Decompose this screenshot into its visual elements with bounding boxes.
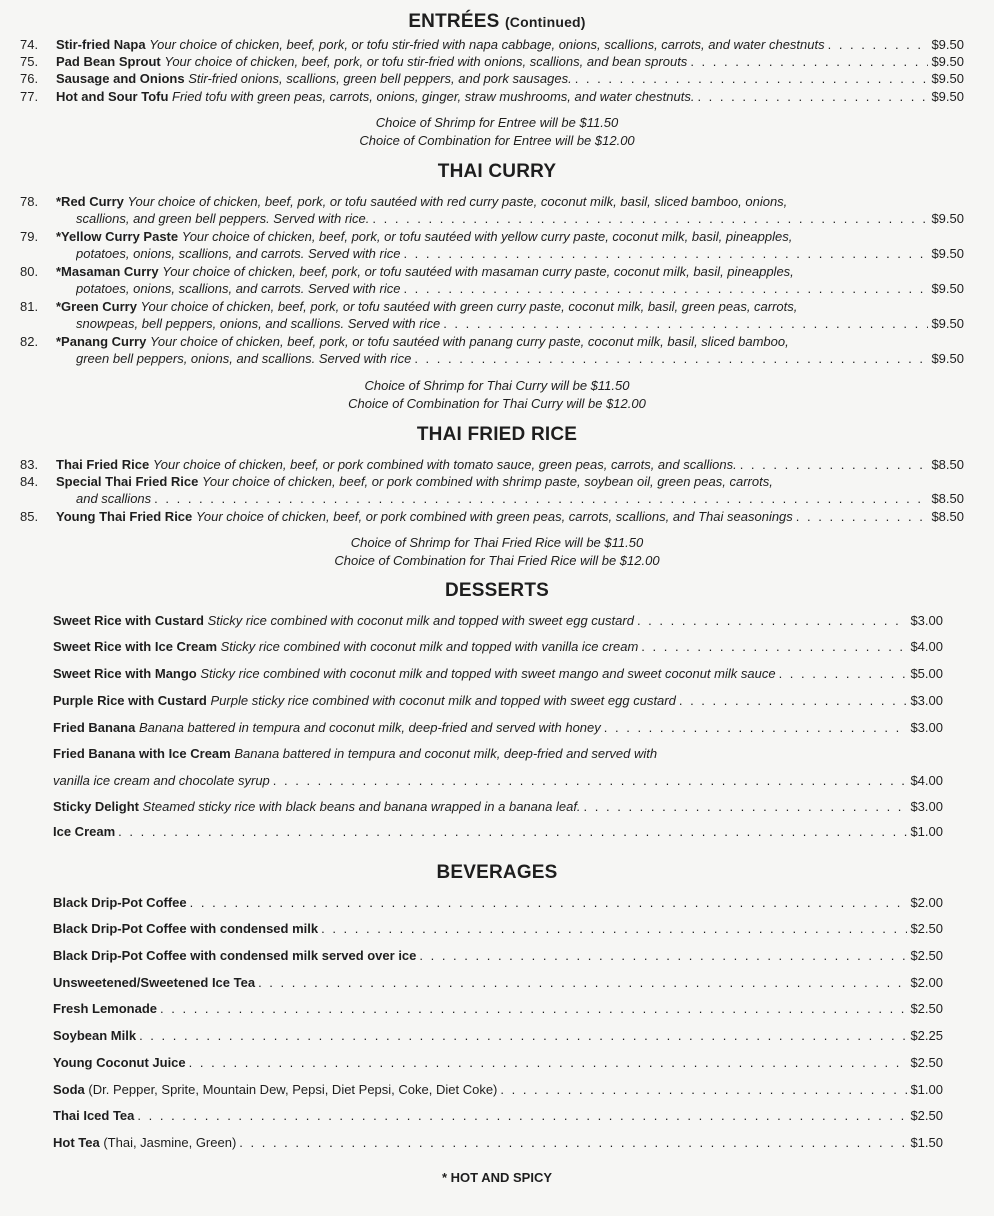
item-desc: Your choice of chicken, beef, pork, or tofu sautéed with green curry paste, coconut milk, basil, green peas, carrots, <box>140 299 798 314</box>
dessert-item <box>53 745 943 762</box>
item-desc: Fried tofu with green peas, carrots, onions, ginger, straw mushrooms, and water chestnuts. <box>172 89 695 104</box>
leader-dots <box>637 612 908 629</box>
leader-dots <box>118 823 907 840</box>
entrees-heading <box>0 11 994 33</box>
item-price: $4.00 <box>910 639 943 654</box>
item-price: $2.25 <box>910 1028 943 1043</box>
leader-dots <box>604 719 908 736</box>
fried-rice-heading: THAI FRIED RICE <box>416 424 578 445</box>
menu-item-78 <box>0 193 994 227</box>
beverage-item <box>53 1134 943 1151</box>
item-price: $1.00 <box>910 1082 943 1097</box>
item-price: $9.50 <box>931 89 964 104</box>
item-number: 78. <box>20 194 39 209</box>
item-desc-cont: and scallions <box>76 491 152 506</box>
item-price: $9.50 <box>931 37 964 52</box>
leader-dots <box>273 772 908 789</box>
item-desc: Sticky rice combined with coconut milk and topped with vanilla ice cream <box>220 639 639 654</box>
menu-item-74 <box>0 36 994 53</box>
menu-item-80 <box>0 263 994 297</box>
item-price: $1.00 <box>910 824 943 839</box>
item-desc: Your choice of chicken, beef, or pork combined with green peas, carrots, scallions, and Thai seasonings <box>195 509 793 524</box>
dessert-item <box>53 798 943 815</box>
dessert-item <box>53 823 943 840</box>
item-desc: Your choice of chicken, beef, pork, or tofu sautéed with masaman curry paste, coconut milk, basil, pineapples, <box>162 264 794 279</box>
item-number: 74. <box>20 37 39 52</box>
beverage-item <box>53 1054 943 1071</box>
item-price: $5.00 <box>910 666 943 681</box>
item-price: $1.50 <box>910 1135 943 1150</box>
menu-item-77 <box>0 88 994 105</box>
item-name: *Green Curry <box>56 299 137 314</box>
item-name: Stir-fried Napa <box>56 37 146 52</box>
item-name: Sweet Rice with Ice Cream <box>53 639 218 654</box>
fried-rice-note-combination: Choice of Combination for Thai Fried Rice will be $12.00 <box>334 553 660 568</box>
item-price: $3.00 <box>910 720 943 735</box>
item-price: $2.50 <box>910 1108 943 1123</box>
item-name: Special Thai Fried Rice <box>56 474 199 489</box>
item-number: 85. <box>20 509 39 524</box>
item-desc: Steamed sticky rice with black beans and banana wrapped in a banana leaf. <box>142 799 581 814</box>
item-desc: Your choice of chicken, beef, pork, or tofu stir-fried with napa cabbage, onions, scallions, carrots, and water chestnuts <box>149 37 825 52</box>
leader-dots <box>403 280 928 297</box>
item-price: $2.50 <box>910 921 943 936</box>
dessert-item <box>53 612 943 629</box>
leader-dots <box>500 1081 907 1098</box>
leader-dots <box>190 894 908 911</box>
item-name: Black Drip-Pot Coffee with condensed milk <box>53 921 319 936</box>
desserts-heading: DESSERTS <box>444 580 549 601</box>
leader-dots <box>239 1134 907 1151</box>
item-price: $2.50 <box>910 948 943 963</box>
beverage-item <box>53 1027 943 1044</box>
item-name: *Masaman Curry <box>56 264 159 279</box>
item-name: Purple Rice with Custard <box>53 693 207 708</box>
curry-heading: THAI CURRY <box>437 161 557 182</box>
item-name: Fresh Lemonade <box>53 1001 158 1016</box>
item-name: Pad Bean Sprout <box>56 54 161 69</box>
leader-dots <box>679 692 908 709</box>
menu-item-76 <box>0 70 994 87</box>
item-name: Young Thai Fried Rice <box>56 509 193 524</box>
item-number: 84. <box>20 474 39 489</box>
item-name: Thai Fried Rice <box>56 457 150 472</box>
item-price: $9.50 <box>931 351 964 366</box>
entrees-subtitle: (Continued) <box>504 14 586 30</box>
item-desc: Stir-fried onions, scallions, green bell peppers, and pork sausages. <box>188 71 572 86</box>
leader-dots <box>697 88 928 105</box>
item-desc: Sticky rice combined with coconut milk and topped with sweet mango and sweet coconut milk sauce <box>200 666 776 681</box>
menu-item-84 <box>0 473 994 507</box>
item-price: $9.50 <box>931 71 964 86</box>
item-name: Hot Tea <box>53 1135 100 1150</box>
leader-dots <box>828 36 929 53</box>
fried-rice-note-shrimp: Choice of Shrimp for Thai Fried Rice will be $11.50 <box>350 535 644 550</box>
leader-dots <box>690 53 928 70</box>
item-name: Sticky Delight <box>53 799 139 814</box>
leader-dots <box>372 210 928 227</box>
curry-note-combination: Choice of Combination for Thai Curry will be $12.00 <box>348 396 646 411</box>
leader-dots <box>139 1027 907 1044</box>
leader-dots <box>403 245 928 262</box>
item-desc: Your choice of chicken, beef, pork, or tofu sautéed with yellow curry paste, coconut milk, basil, pineapples, <box>181 229 793 244</box>
leader-dots <box>575 70 929 87</box>
dessert-item <box>53 719 943 736</box>
item-price: $3.00 <box>910 693 943 708</box>
item-name: Soybean Milk <box>53 1028 137 1043</box>
item-number: 77. <box>20 89 39 104</box>
item-price: $9.50 <box>931 211 964 226</box>
item-price: $3.00 <box>910 613 943 628</box>
menu-item-79 <box>0 228 994 262</box>
item-price: $8.50 <box>931 491 964 506</box>
item-desc: Your choice of chicken, beef, pork, or tofu sautéed with panang curry paste, coconut milk, basil, sliced bamboo, <box>149 334 789 349</box>
item-price: $4.00 <box>910 773 943 788</box>
item-price: $2.00 <box>910 895 943 910</box>
item-number: 75. <box>20 54 39 69</box>
dessert-item-continued <box>53 772 943 789</box>
beverages-heading: BEVERAGES <box>436 862 558 883</box>
item-desc: Banana battered in tempura and coconut milk, deep-fried and served with honey <box>138 720 601 735</box>
item-price: $3.00 <box>910 799 943 814</box>
beverage-item <box>53 947 943 964</box>
item-desc-cont: vanilla ice cream and chocolate syrup <box>53 773 270 788</box>
item-desc-cont: scallions, and green bell peppers. Served with rice. <box>76 211 370 226</box>
item-desc-cont: potatoes, onions, scallions, and carrots. Served with rice <box>76 281 401 296</box>
item-number: 81. <box>20 299 39 314</box>
item-name: Black Drip-Pot Coffee with condensed milk served over ice <box>53 948 417 963</box>
beverage-item <box>53 894 943 911</box>
item-name: *Red Curry <box>56 194 124 209</box>
dessert-item <box>53 665 943 682</box>
item-name: Fried Banana with Ice Cream <box>53 746 231 761</box>
menu-item-82 <box>0 333 994 367</box>
leader-dots <box>740 456 929 473</box>
item-price: $2.50 <box>910 1001 943 1016</box>
item-number: 76. <box>20 71 39 86</box>
item-name: Black Drip-Pot Coffee <box>53 895 187 910</box>
item-desc-cont: potatoes, onions, scallions, and carrots. Served with rice <box>76 246 401 261</box>
item-desc-cont: green bell peppers, onions, and scallions. Served with rice <box>76 351 412 366</box>
leader-dots <box>160 1000 907 1017</box>
item-name: Hot and Sour Tofu <box>56 89 169 104</box>
beverage-item <box>53 920 943 937</box>
leader-dots <box>419 947 907 964</box>
item-price: $9.50 <box>931 281 964 296</box>
item-desc-cont: snowpeas, bell peppers, onions, and scallions. Served with rice <box>76 316 441 331</box>
item-name: Sweet Rice with Mango <box>53 666 197 681</box>
curry-note-shrimp: Choice of Shrimp for Thai Curry will be $11.50 <box>364 378 630 393</box>
item-desc: Your choice of chicken, beef, or pork combined with tomato sauce, green peas, carrots, and scallions. <box>152 457 737 472</box>
item-price: $9.50 <box>931 54 964 69</box>
item-name: Fried Banana <box>53 720 136 735</box>
item-price: $8.50 <box>931 457 964 472</box>
leader-dots <box>641 638 907 655</box>
item-price: $2.00 <box>910 975 943 990</box>
item-extra: (Thai, Jasmine, Green) <box>103 1135 237 1150</box>
item-name: Thai Iced Tea <box>53 1108 135 1123</box>
item-number: 82. <box>20 334 39 349</box>
item-name: *Yellow Curry Paste <box>56 229 179 244</box>
item-desc: Banana battered in tempura and coconut milk, deep-fried and served with <box>234 746 658 761</box>
item-name: Sausage and Onions <box>56 71 185 86</box>
beverage-item <box>53 1000 943 1017</box>
item-desc: Your choice of chicken, beef, or pork combined with shrimp paste, soybean oil, green peas, carrots, <box>201 474 773 489</box>
item-number: 79. <box>20 229 39 244</box>
leader-dots <box>189 1054 908 1071</box>
item-name: Sweet Rice with Custard <box>53 613 204 628</box>
item-price: $8.50 <box>931 509 964 524</box>
menu-item-85 <box>0 508 994 525</box>
leader-dots <box>154 490 928 507</box>
item-name: *Panang Curry <box>56 334 147 349</box>
menu-item-75 <box>0 53 994 70</box>
item-extra: (Dr. Pepper, Sprite, Mountain Dew, Pepsi, Diet Pepsi, Coke, Diet Coke) <box>88 1082 498 1097</box>
item-price: $2.50 <box>910 1055 943 1070</box>
entrees-note-combination: Choice of Combination for Entree will be $12.00 <box>359 133 635 148</box>
item-number: 80. <box>20 264 39 279</box>
leader-dots <box>414 350 928 367</box>
beverage-item <box>53 1081 943 1098</box>
entrees-title: ENTRÉES <box>408 11 500 32</box>
item-desc: Your choice of chicken, beef, pork, or tofu stir-fried with onions, scallions, and bean sprouts <box>164 54 688 69</box>
entrees-note-shrimp: Choice of Shrimp for Entree will be $11.50 <box>375 115 619 130</box>
leader-dots <box>779 665 908 682</box>
dessert-item <box>53 692 943 709</box>
item-price: $9.50 <box>931 316 964 331</box>
item-price: $9.50 <box>931 246 964 261</box>
leader-dots <box>796 508 929 525</box>
item-name: Unsweetened/Sweetened Ice Tea <box>53 975 256 990</box>
leader-dots <box>137 1107 907 1124</box>
item-name: Ice Cream <box>53 824 116 839</box>
item-number: 83. <box>20 457 39 472</box>
item-name: Soda <box>53 1082 85 1097</box>
menu-item-81 <box>0 298 994 332</box>
beverage-item <box>53 1107 943 1124</box>
item-desc: Purple sticky rice combined with coconut milk and topped with sweet egg custard <box>210 693 676 708</box>
item-name: Young Coconut Juice <box>53 1055 186 1070</box>
leader-dots <box>258 974 907 991</box>
leader-dots <box>321 920 907 937</box>
beverage-item <box>53 974 943 991</box>
footer-note: * HOT AND SPICY <box>441 1170 553 1185</box>
item-desc: Your choice of chicken, beef, pork, or tofu sautéed with red curry paste, coconut milk, basil, sliced bamboo, onions, <box>127 194 788 209</box>
dessert-item <box>53 638 943 655</box>
leader-dots <box>584 798 908 815</box>
leader-dots <box>443 315 928 332</box>
item-desc: Sticky rice combined with coconut milk and topped with sweet egg custard <box>207 613 634 628</box>
menu-item-83 <box>0 456 994 473</box>
